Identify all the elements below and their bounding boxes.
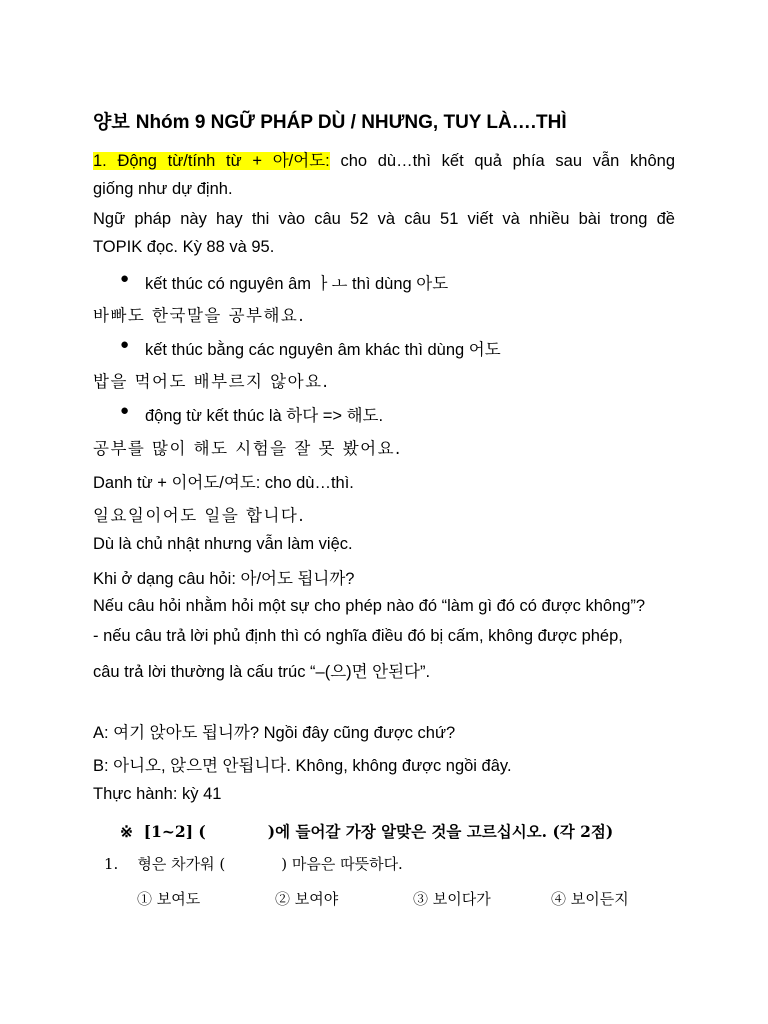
intro-line-3: Ngữ pháp này hay thi vào câu 52 và câu 51 viết và nhiều bài trong đề	[93, 210, 675, 228]
question-line-3: - nếu câu trả lời phủ định thì có nghĩa điều đó bị cấm, không được phép,	[93, 627, 623, 645]
dialogue-b: B: 아니오, 앉으면 안됩니다. Không, không được ngồi đây.	[93, 757, 512, 775]
bullet-icon: ●	[120, 402, 130, 419]
option-2: ② 보여야	[275, 890, 339, 908]
page-title	[93, 107, 567, 134]
example-2: 밥을 먹어도 배부르지 않아요.	[93, 372, 330, 391]
option-4: ④ 보이든지	[551, 890, 629, 908]
intro-line-2: giống như dự định.	[93, 180, 233, 198]
example-3: 공부를 많이 해도 시험을 잘 못 봤어요.	[93, 439, 402, 458]
example-1: 바빠도 한국말을 공부해요.	[93, 306, 306, 325]
practice-label: Thực hành: kỳ 41	[93, 785, 222, 803]
option-1: ① 보여도	[137, 890, 201, 908]
exam-head-pre: [1~2] (	[143, 822, 206, 841]
title-korean: 양보	[93, 111, 130, 133]
option-3: ③ 보이다가	[413, 890, 491, 908]
exam-question-1	[104, 853, 403, 874]
noun-example: 일요일이어도 일을 합니다.	[93, 506, 306, 525]
question-text-post: ) 마음은 따뜻하다.	[281, 855, 403, 873]
bullet-icon: ●	[120, 270, 130, 287]
question-text-pre: 형은 차가워 (	[137, 855, 226, 873]
rule-2: kết thúc bằng các nguyên âm khác thì dùng 어도	[145, 341, 501, 359]
exam-head-post: )에 들어갈 가장 알맞은 것을 고르십시오. (각 2점)	[267, 822, 614, 841]
rule-1: kết thúc có nguyên âm ㅏㅗ thì dùng 아도	[145, 275, 449, 293]
exam-instruction	[120, 820, 613, 842]
question-line-4: câu trả lời thường là cấu trúc “–(으)면 안된다”.	[93, 663, 431, 681]
question-line-1: Khi ở dạng câu hỏi: 아/어도 됩니까?	[93, 570, 355, 588]
question-line-2: Nếu câu hỏi nhằm hỏi một sự cho phép nào đó “làm gì đó có được không”?	[93, 597, 646, 615]
question-number: 1.	[104, 855, 119, 873]
noun-translation: Dù là chủ nhật nhưng vẫn làm việc.	[93, 535, 353, 553]
noun-rule: Danh từ + 이어도/여도: cho dù…thì.	[93, 474, 354, 492]
rule-3: động từ kết thúc là 하다 => 해도.	[145, 407, 384, 425]
grammar-highlight: 1. Động từ/tính từ + 아/어도:	[93, 152, 330, 170]
intro-line-1	[93, 147, 675, 171]
intro-rest: cho dù…thì kết quả phía sau vẫn không	[329, 152, 675, 170]
reference-mark: ※	[120, 822, 133, 841]
title-main: Nhóm 9 NGỮ PHÁP DÙ / NHƯNG, TUY LÀ….THÌ	[135, 112, 567, 133]
bullet-icon: ●	[120, 336, 130, 353]
dialogue-a: A: 여기 앉아도 됩니까? Ngồi đây cũng được chứ?	[93, 724, 456, 742]
intro-line-4: TOPIK đọc. Kỳ 88 và 95.	[93, 238, 275, 256]
